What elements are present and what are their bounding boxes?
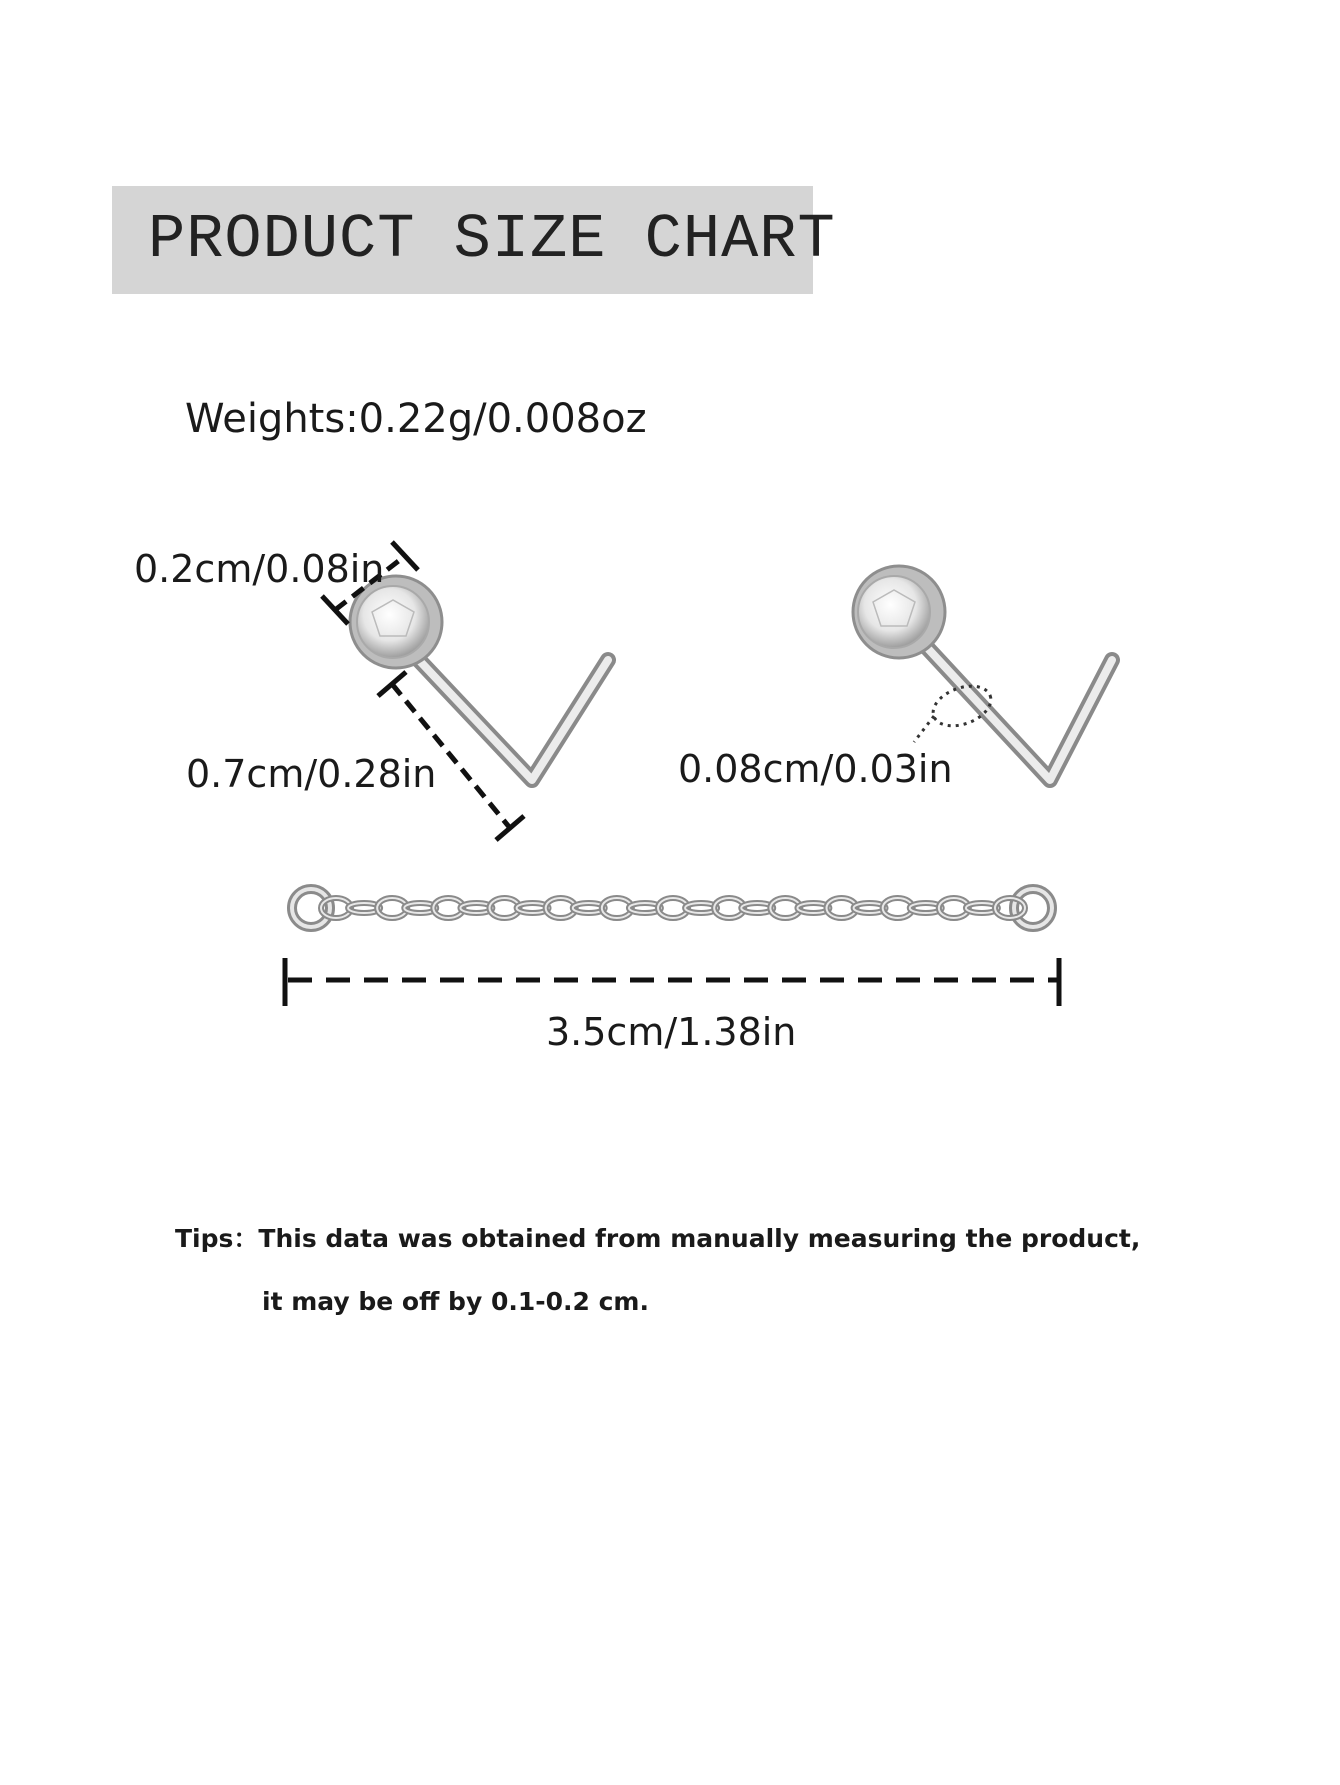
chain xyxy=(292,889,1052,927)
tips-line-1: Tips：This data was obtained from manually measuring the product, xyxy=(175,1224,1141,1253)
page-title: PRODUCT SIZE CHART xyxy=(148,204,836,275)
nose-stud-left xyxy=(350,576,608,780)
weight-label: Weights:0.22g/0.008oz xyxy=(185,396,647,442)
post-length-label: 0.7cm/0.28in xyxy=(186,752,437,796)
chain-length-label: 3.5cm/1.38in xyxy=(546,1010,797,1054)
tips-line-2: it may be off by 0.1-0.2 cm. xyxy=(262,1287,649,1316)
chain-length-dimension-line xyxy=(285,958,1059,1006)
wire-gauge-label: 0.08cm/0.03in xyxy=(678,747,953,791)
head-diameter-label: 0.2cm/0.08in xyxy=(134,547,385,591)
